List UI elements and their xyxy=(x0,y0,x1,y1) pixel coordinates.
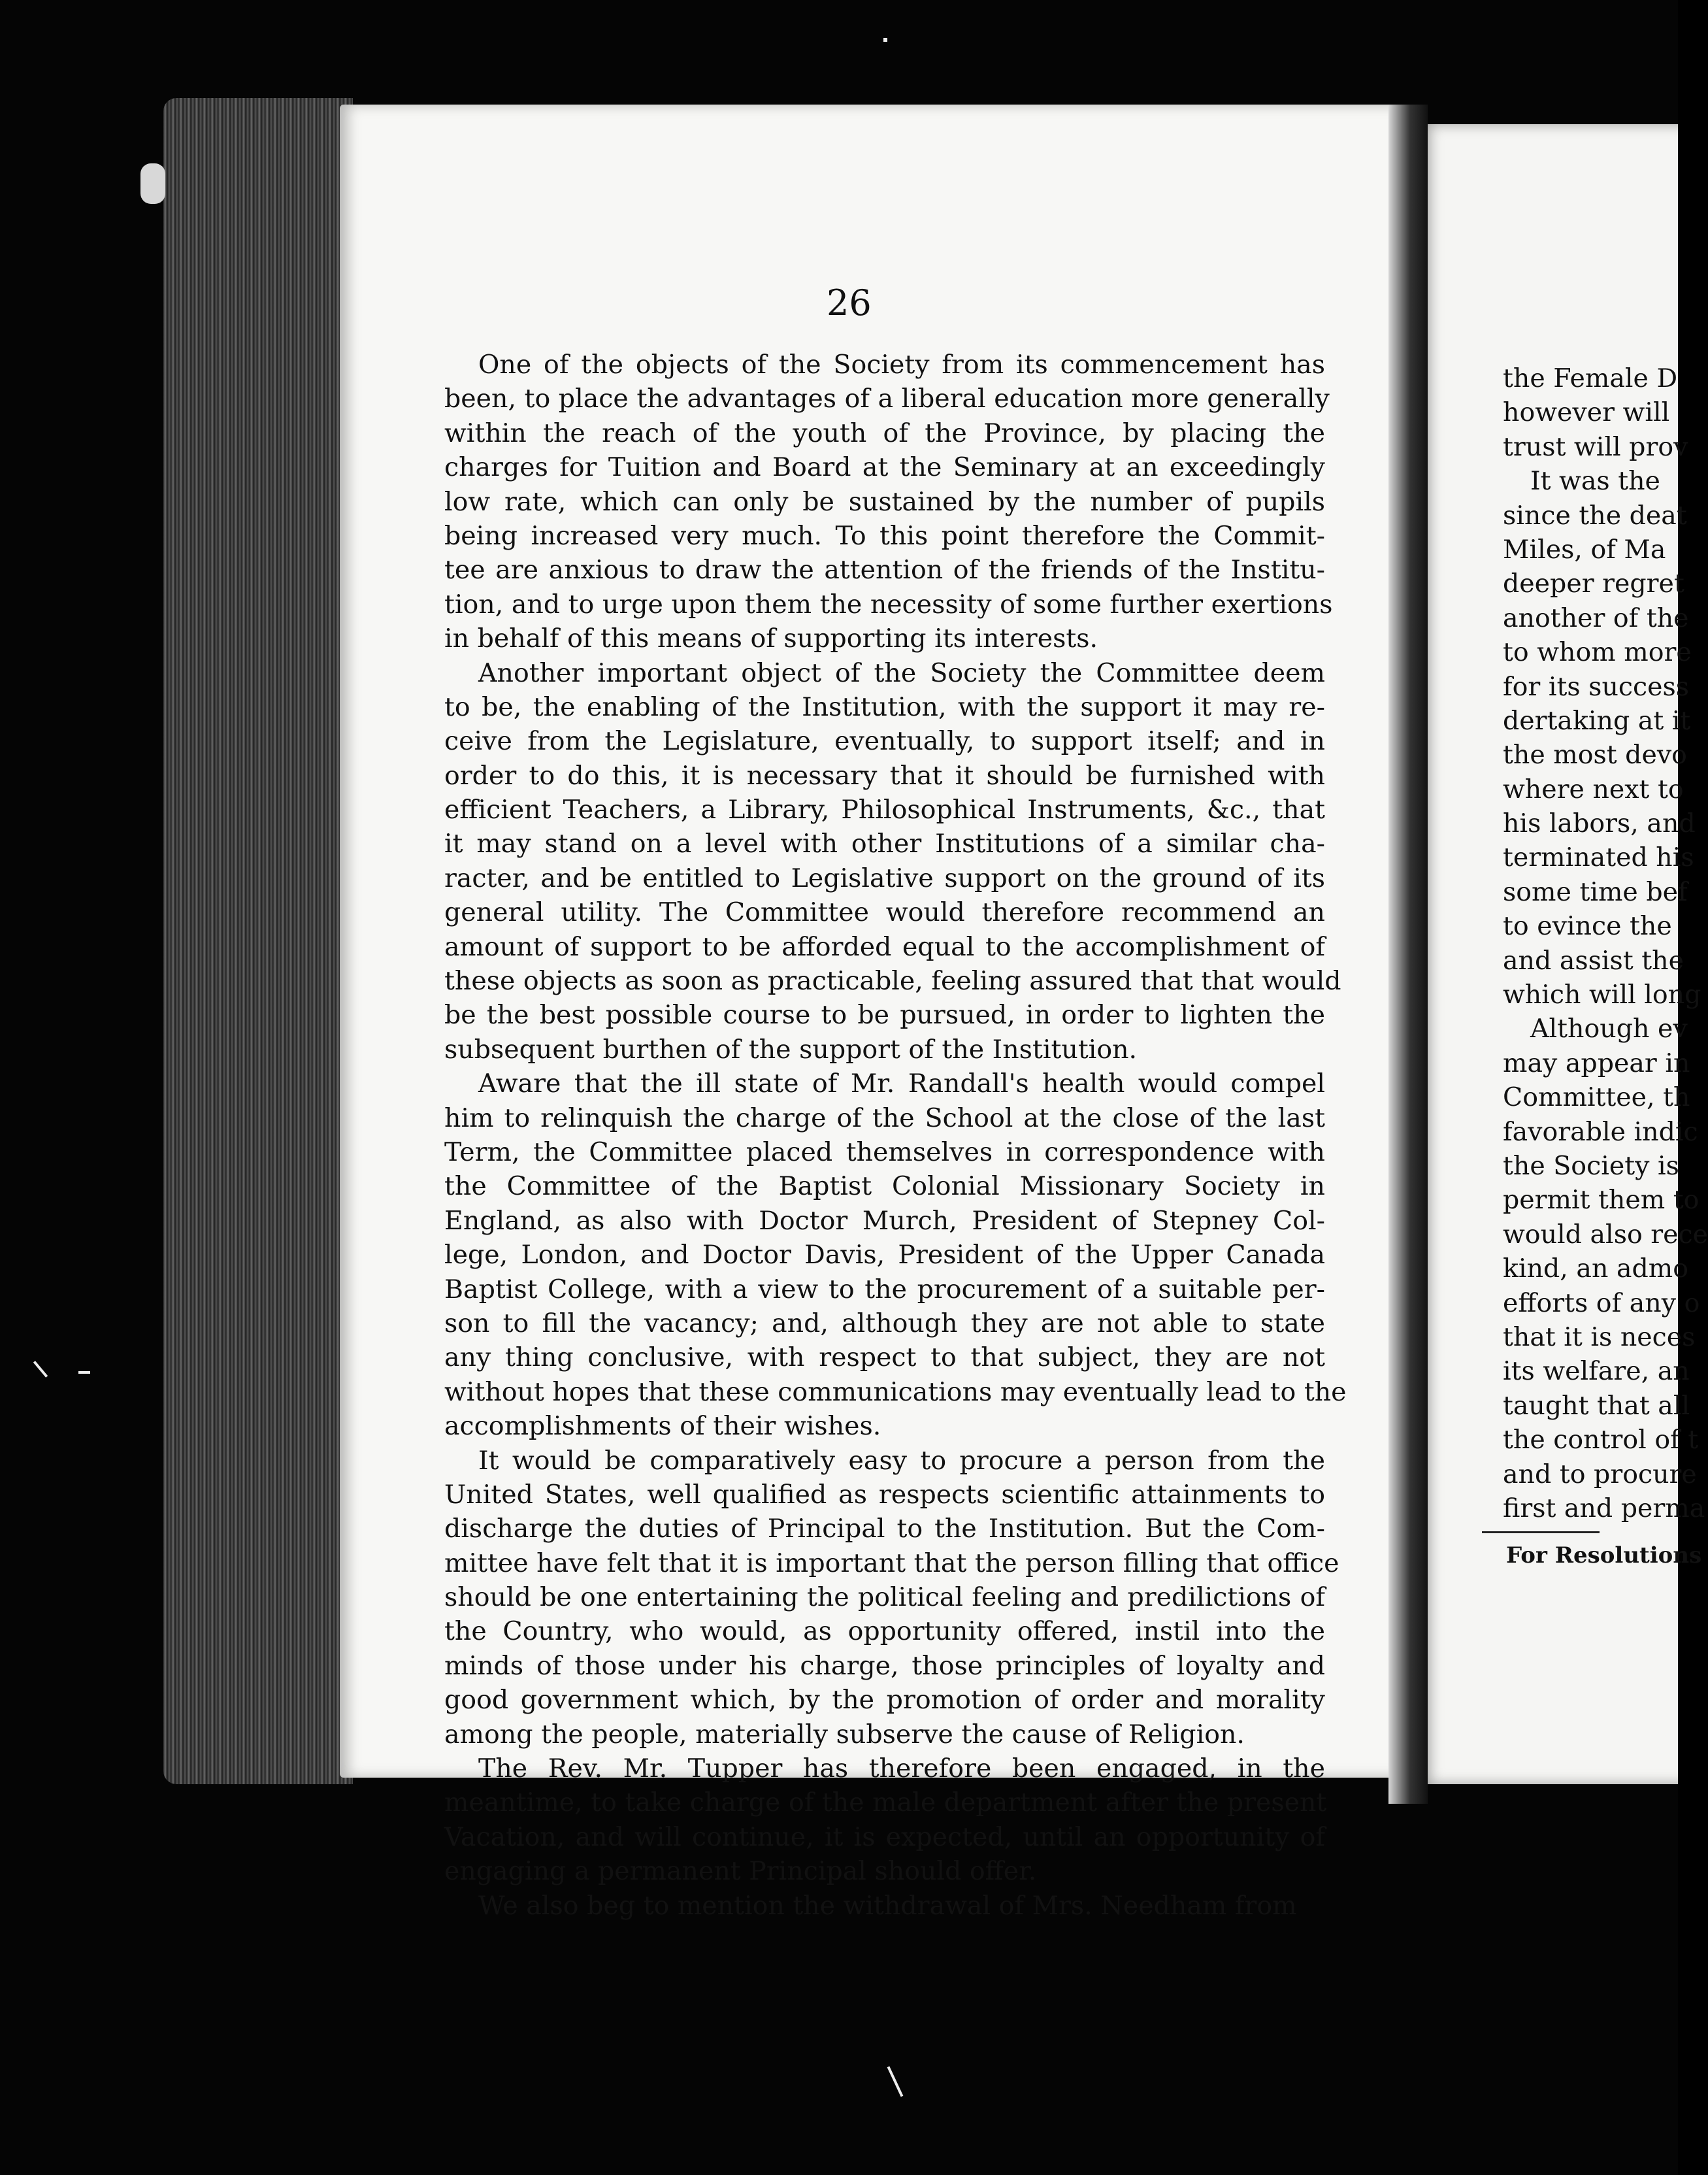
book-clip xyxy=(140,163,165,204)
text-line: the Society is xyxy=(1503,1150,1679,1181)
text-line: permit them to xyxy=(1503,1185,1700,1216)
text-line: him to relinquish the charge of the School at the close of the last xyxy=(444,1103,1325,1133)
text-line: the Committee of the Baptist Colonial Missionary Society in xyxy=(444,1171,1325,1202)
footnote-rule xyxy=(1482,1531,1600,1533)
scan-speck xyxy=(883,38,887,42)
text-line: Committee, th xyxy=(1503,1082,1690,1113)
text-line: general utility. The Committee would therefore recommend an xyxy=(444,897,1325,928)
text-line: son to fill the vacancy; and, although they are not able to state xyxy=(444,1308,1325,1338)
page-edges xyxy=(163,98,353,1784)
text-line: should be one entertaining the political feeling and predilictions of xyxy=(444,1582,1325,1613)
text-line: efficient Teachers, a Library, Philosophical Instruments, &c., that xyxy=(444,795,1325,825)
text-line: the Country, who would, as opportunity offered, instil into the xyxy=(444,1616,1325,1647)
text-line: without hopes that these communications may eventually lead to the xyxy=(444,1376,1347,1407)
book-gutter xyxy=(1388,105,1428,1804)
text-line: discharge the duties of Principal to the Institution. But the Com- xyxy=(444,1514,1325,1544)
text-line: accomplishments of their wishes. xyxy=(444,1411,881,1442)
right-page-text xyxy=(1503,361,1708,1525)
page-number: 26 xyxy=(827,282,872,324)
text-line: these objects as soon as practicable, feeling assured that that would xyxy=(444,966,1341,997)
text-line: trust will prov xyxy=(1503,431,1688,462)
text-line: the Female D xyxy=(1503,363,1678,393)
text-line: subsequent burthen of the support of the Institution. xyxy=(444,1034,1138,1065)
text-line: any thing conclusive, with respect to that subject, they are not xyxy=(444,1342,1325,1373)
text-line: among the people, materially subserve the cause of Religion. xyxy=(444,1719,1245,1750)
text-line: minds of those under his charge, those principles of loyalty and xyxy=(444,1650,1325,1681)
text-line: dertaking at it xyxy=(1503,705,1691,736)
text-line: the most devo xyxy=(1503,740,1687,771)
text-line: ceive from the Legislature, eventually, to support itself; and in xyxy=(444,726,1325,757)
text-line: order to do this, it is necessary that it should be furnished with xyxy=(444,760,1325,791)
text-line: good government which, by the promotion of order and morality xyxy=(444,1685,1325,1716)
text-line: would also rece xyxy=(1503,1219,1708,1250)
text-line: be the best possible course to be pursued, in order to lighten the xyxy=(444,1000,1325,1031)
text-line: may appear in xyxy=(1503,1048,1690,1078)
scan-speck xyxy=(33,1361,48,1378)
text-line: England, as also with Doctor Murch, President of Stepney Col- xyxy=(444,1205,1325,1236)
text-line: the control of t xyxy=(1503,1425,1699,1455)
text-line: taught that all xyxy=(1503,1390,1690,1421)
text-line: deeper regret xyxy=(1503,569,1684,599)
text-line: where next to xyxy=(1503,774,1684,805)
text-line: One of the objects of the Society from its commencement has xyxy=(478,350,1325,380)
text-line: Term, the Committee placed themselves in correspondence with xyxy=(444,1137,1325,1167)
text-line: United States, well qualified as respects scientific attainments to xyxy=(444,1479,1325,1510)
text-line: some time bef xyxy=(1503,876,1688,907)
text-line: his labors, and xyxy=(1503,808,1696,839)
text-line: to whom more xyxy=(1503,637,1692,668)
text-line: engaging a permanent Principal should offer. xyxy=(444,1856,1037,1887)
text-line: Aware that the ill state of Mr. Randall's health would compel xyxy=(478,1069,1325,1099)
text-line: for its success xyxy=(1503,671,1690,702)
text-line: within the reach of the youth of the Province, by placing the xyxy=(444,418,1325,448)
text-line: being increased very much. To this point therefore the Commit- xyxy=(444,520,1325,551)
text-line: which will long xyxy=(1503,980,1701,1010)
text-line: It was the xyxy=(1530,466,1660,497)
text-line: We also beg to mention the withdrawal of Mrs. Needham from xyxy=(478,1890,1297,1921)
text-line: to evince the xyxy=(1503,911,1672,942)
text-line: tee are anxious to draw the attention of the friends of the Institu- xyxy=(444,555,1325,586)
text-line: lege, London, and Doctor Davis, President of the Upper Canada xyxy=(444,1240,1325,1270)
scan-speck xyxy=(78,1371,90,1374)
text-line: efforts of any o xyxy=(1503,1287,1700,1318)
text-line: mittee have felt that it is important that the person filling that office xyxy=(444,1548,1339,1578)
text-line: terminated his xyxy=(1503,842,1694,873)
text-line: in behalf of this means of supporting its interests. xyxy=(444,623,1098,654)
text-line: tion, and to urge upon them the necessity of some further exertions xyxy=(444,589,1333,620)
text-line: It would be comparatively easy to procure a person from the xyxy=(478,1445,1325,1476)
text-line: Although ev xyxy=(1530,1014,1688,1044)
text-line: another of the xyxy=(1503,603,1689,633)
text-line: kind, an admo xyxy=(1503,1254,1689,1284)
text-line: it may stand on a level with other Institutions of a similar cha- xyxy=(444,829,1325,859)
text-line: and to procure xyxy=(1503,1459,1697,1489)
left-page-text xyxy=(444,348,1347,1923)
text-line: however will xyxy=(1503,397,1670,428)
text-line: Another important object of the Society the Committee deem xyxy=(478,657,1325,688)
scan-speck xyxy=(887,2066,904,2097)
text-line: that it is neces xyxy=(1503,1321,1696,1352)
text-line: racter, and be entitled to Legislative support on the ground of its xyxy=(444,863,1325,893)
text-line: low rate, which can only be sustained by the number of pupils xyxy=(444,486,1325,517)
text-line: amount of support to be afforded equal to the accomplishment of xyxy=(444,931,1325,962)
text-line: Miles, of Ma xyxy=(1503,534,1666,565)
text-line: charges for Tuition and Board at the Seminary at an exceedingly xyxy=(444,452,1325,483)
text-line: its welfare, an xyxy=(1503,1356,1690,1387)
text-line: been, to place the advantages of a liberal education more generally xyxy=(444,384,1330,414)
text-line: first and perma xyxy=(1503,1493,1705,1523)
text-line: Baptist College, with a view to the procurement of a suitable per- xyxy=(444,1274,1325,1304)
text-line: and assist the xyxy=(1503,945,1684,976)
footnote: For Resolutions xyxy=(1506,1542,1702,1569)
text-line: to be, the enabling of the Institution, with the support it may re- xyxy=(444,691,1325,722)
text-line: meantime, to take charge of the male department after the present xyxy=(444,1787,1327,1818)
text-line: since the deat xyxy=(1503,500,1687,531)
text-line: favorable indic xyxy=(1503,1116,1698,1147)
text-line: Vacation, and will continue, it is expected, until an opportunity of xyxy=(444,1821,1325,1852)
text-line: The Rev. Mr. Tupper has therefore been engaged, in the xyxy=(478,1753,1325,1784)
